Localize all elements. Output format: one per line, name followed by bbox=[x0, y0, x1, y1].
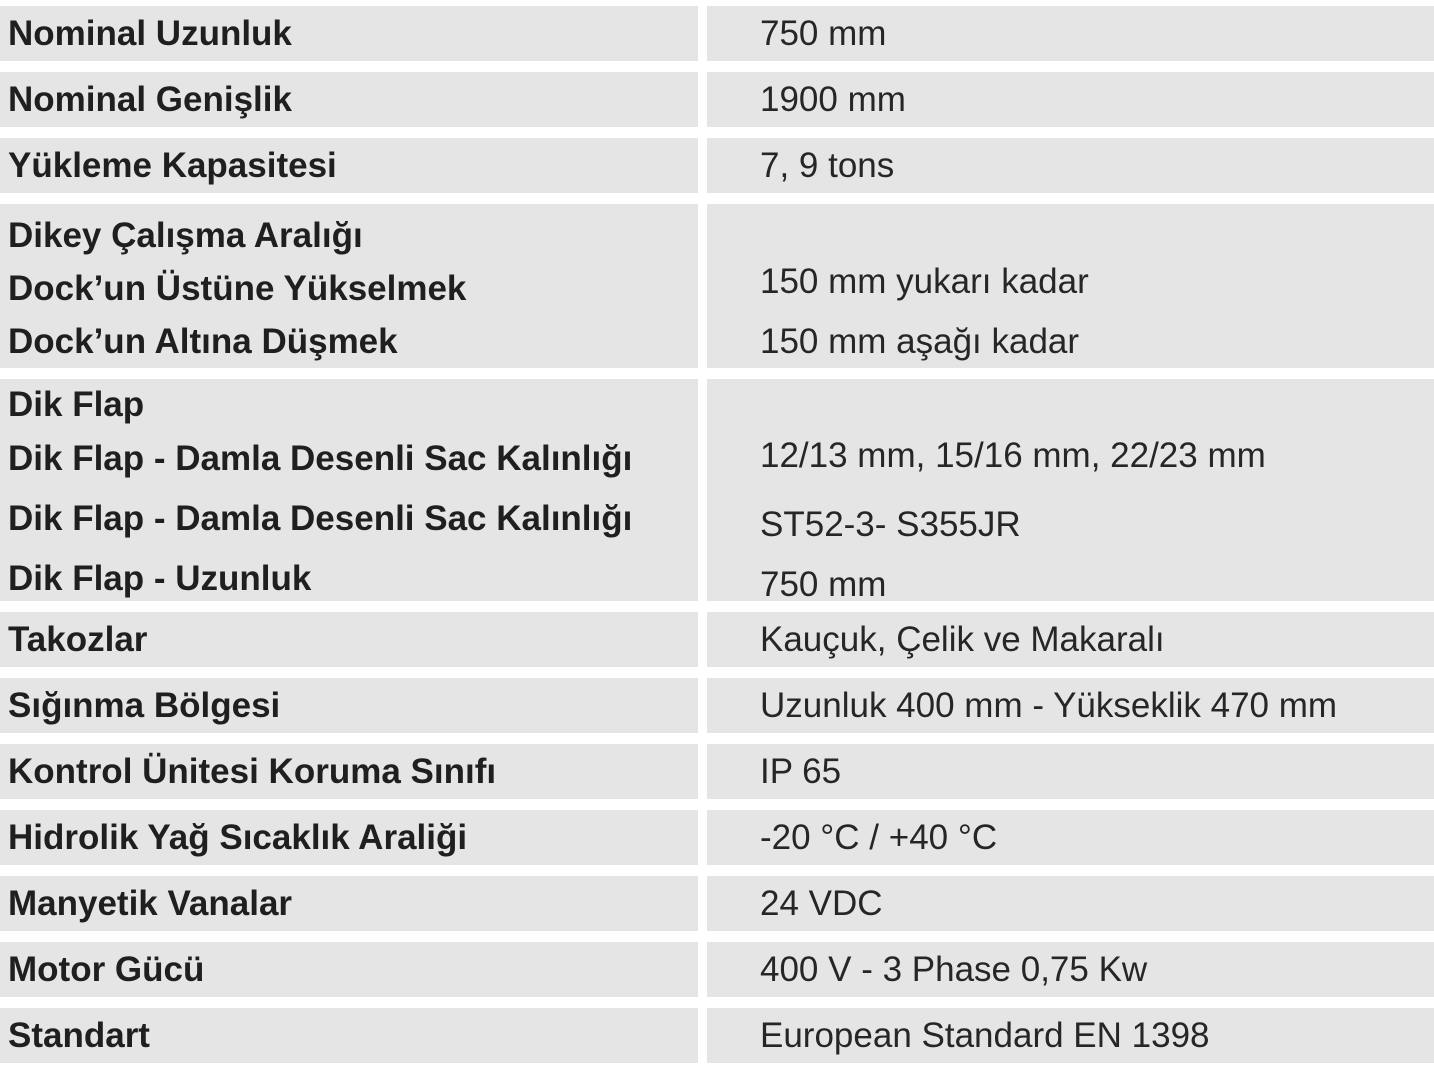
value-text: 400 V - 3 Phase 0,75 Kw bbox=[760, 950, 1148, 989]
row-value bbox=[707, 204, 1434, 368]
label-text: Dik Flap - Damla Desenli Sac Kalınlığı bbox=[8, 439, 633, 478]
value-text: 750 mm bbox=[760, 565, 887, 604]
label-text: Manyetik Vanalar bbox=[8, 884, 293, 923]
table-row bbox=[0, 138, 1434, 193]
table-row bbox=[0, 942, 1434, 997]
label-text: Dik Flap - Uzunluk bbox=[8, 559, 312, 598]
table-row bbox=[0, 612, 1434, 667]
table-row bbox=[0, 810, 1434, 865]
label-text: Dock’un Altına Düşmek bbox=[8, 322, 398, 361]
table-row bbox=[0, 379, 1434, 604]
label-text: Nominal Uzunluk bbox=[8, 14, 292, 53]
value-text: 1900 mm bbox=[760, 80, 906, 119]
spec-table bbox=[0, 6, 1434, 1074]
row-label bbox=[0, 379, 698, 601]
table-row bbox=[0, 744, 1434, 799]
row-value bbox=[707, 810, 1434, 865]
value-text: 150 mm aşağı kadar bbox=[760, 322, 1080, 361]
label-text: Dikey Çalışma Aralığı bbox=[8, 216, 363, 255]
row-value bbox=[707, 942, 1434, 997]
label-text: Motor Gücü bbox=[8, 950, 205, 989]
table-row bbox=[0, 72, 1434, 127]
row-label bbox=[0, 810, 698, 865]
row-value bbox=[707, 876, 1434, 931]
row-value bbox=[707, 379, 1434, 604]
row-value bbox=[707, 1008, 1434, 1063]
row-label bbox=[0, 138, 698, 193]
row-label bbox=[0, 942, 698, 997]
label-text: Yükleme Kapasitesi bbox=[8, 146, 337, 185]
row-value bbox=[707, 744, 1434, 799]
value-text: IP 65 bbox=[760, 752, 842, 791]
label-text: Dik Flap bbox=[8, 385, 145, 424]
value-text: 24 VDC bbox=[760, 884, 883, 923]
table-row bbox=[0, 876, 1434, 931]
table-row bbox=[0, 1008, 1434, 1063]
row-value bbox=[707, 678, 1434, 733]
value-text: 12/13 mm, 15/16 mm, 22/23 mm bbox=[760, 436, 1266, 475]
label-text: Dock’un Üstüne Yükselmek bbox=[8, 269, 467, 308]
value-text: ST52-3- S355JR bbox=[760, 505, 1021, 544]
value-text: 7, 9 tons bbox=[760, 146, 895, 185]
row-label bbox=[0, 204, 698, 368]
row-label bbox=[0, 72, 698, 127]
label-text: Takozlar bbox=[8, 620, 148, 659]
value-text: -20 °C / +40 °C bbox=[760, 818, 998, 857]
value-text: 750 mm bbox=[760, 14, 887, 53]
row-label bbox=[0, 612, 698, 667]
value-text: European Standard EN 1398 bbox=[760, 1016, 1210, 1055]
value-text: Kauçuk, Çelik ve Makaralı bbox=[760, 620, 1165, 659]
label-text: Dik Flap - Damla Desenli Sac Kalınlığı bbox=[8, 499, 633, 538]
value-text: 150 mm yukarı kadar bbox=[760, 262, 1089, 301]
table-row bbox=[0, 204, 1434, 368]
row-label bbox=[0, 1008, 698, 1063]
row-label bbox=[0, 6, 698, 61]
row-label bbox=[0, 744, 698, 799]
label-text: Hidrolik Yağ Sıcaklık Araliği bbox=[8, 818, 468, 857]
label-text: Sığınma Bölgesi bbox=[8, 686, 281, 725]
row-value bbox=[707, 72, 1434, 127]
row-value bbox=[707, 612, 1434, 667]
row-value bbox=[707, 6, 1434, 61]
row-label bbox=[0, 876, 698, 931]
table-row bbox=[0, 6, 1434, 61]
row-label bbox=[0, 678, 698, 733]
label-text: Nominal Genişlik bbox=[8, 80, 292, 119]
value-text: Uzunluk 400 mm - Yükseklik 470 mm bbox=[760, 686, 1338, 725]
label-text: Kontrol Ünitesi Koruma Sınıfı bbox=[8, 752, 497, 791]
label-text: Standart bbox=[8, 1016, 150, 1055]
row-value bbox=[707, 138, 1434, 193]
table-row bbox=[0, 678, 1434, 733]
